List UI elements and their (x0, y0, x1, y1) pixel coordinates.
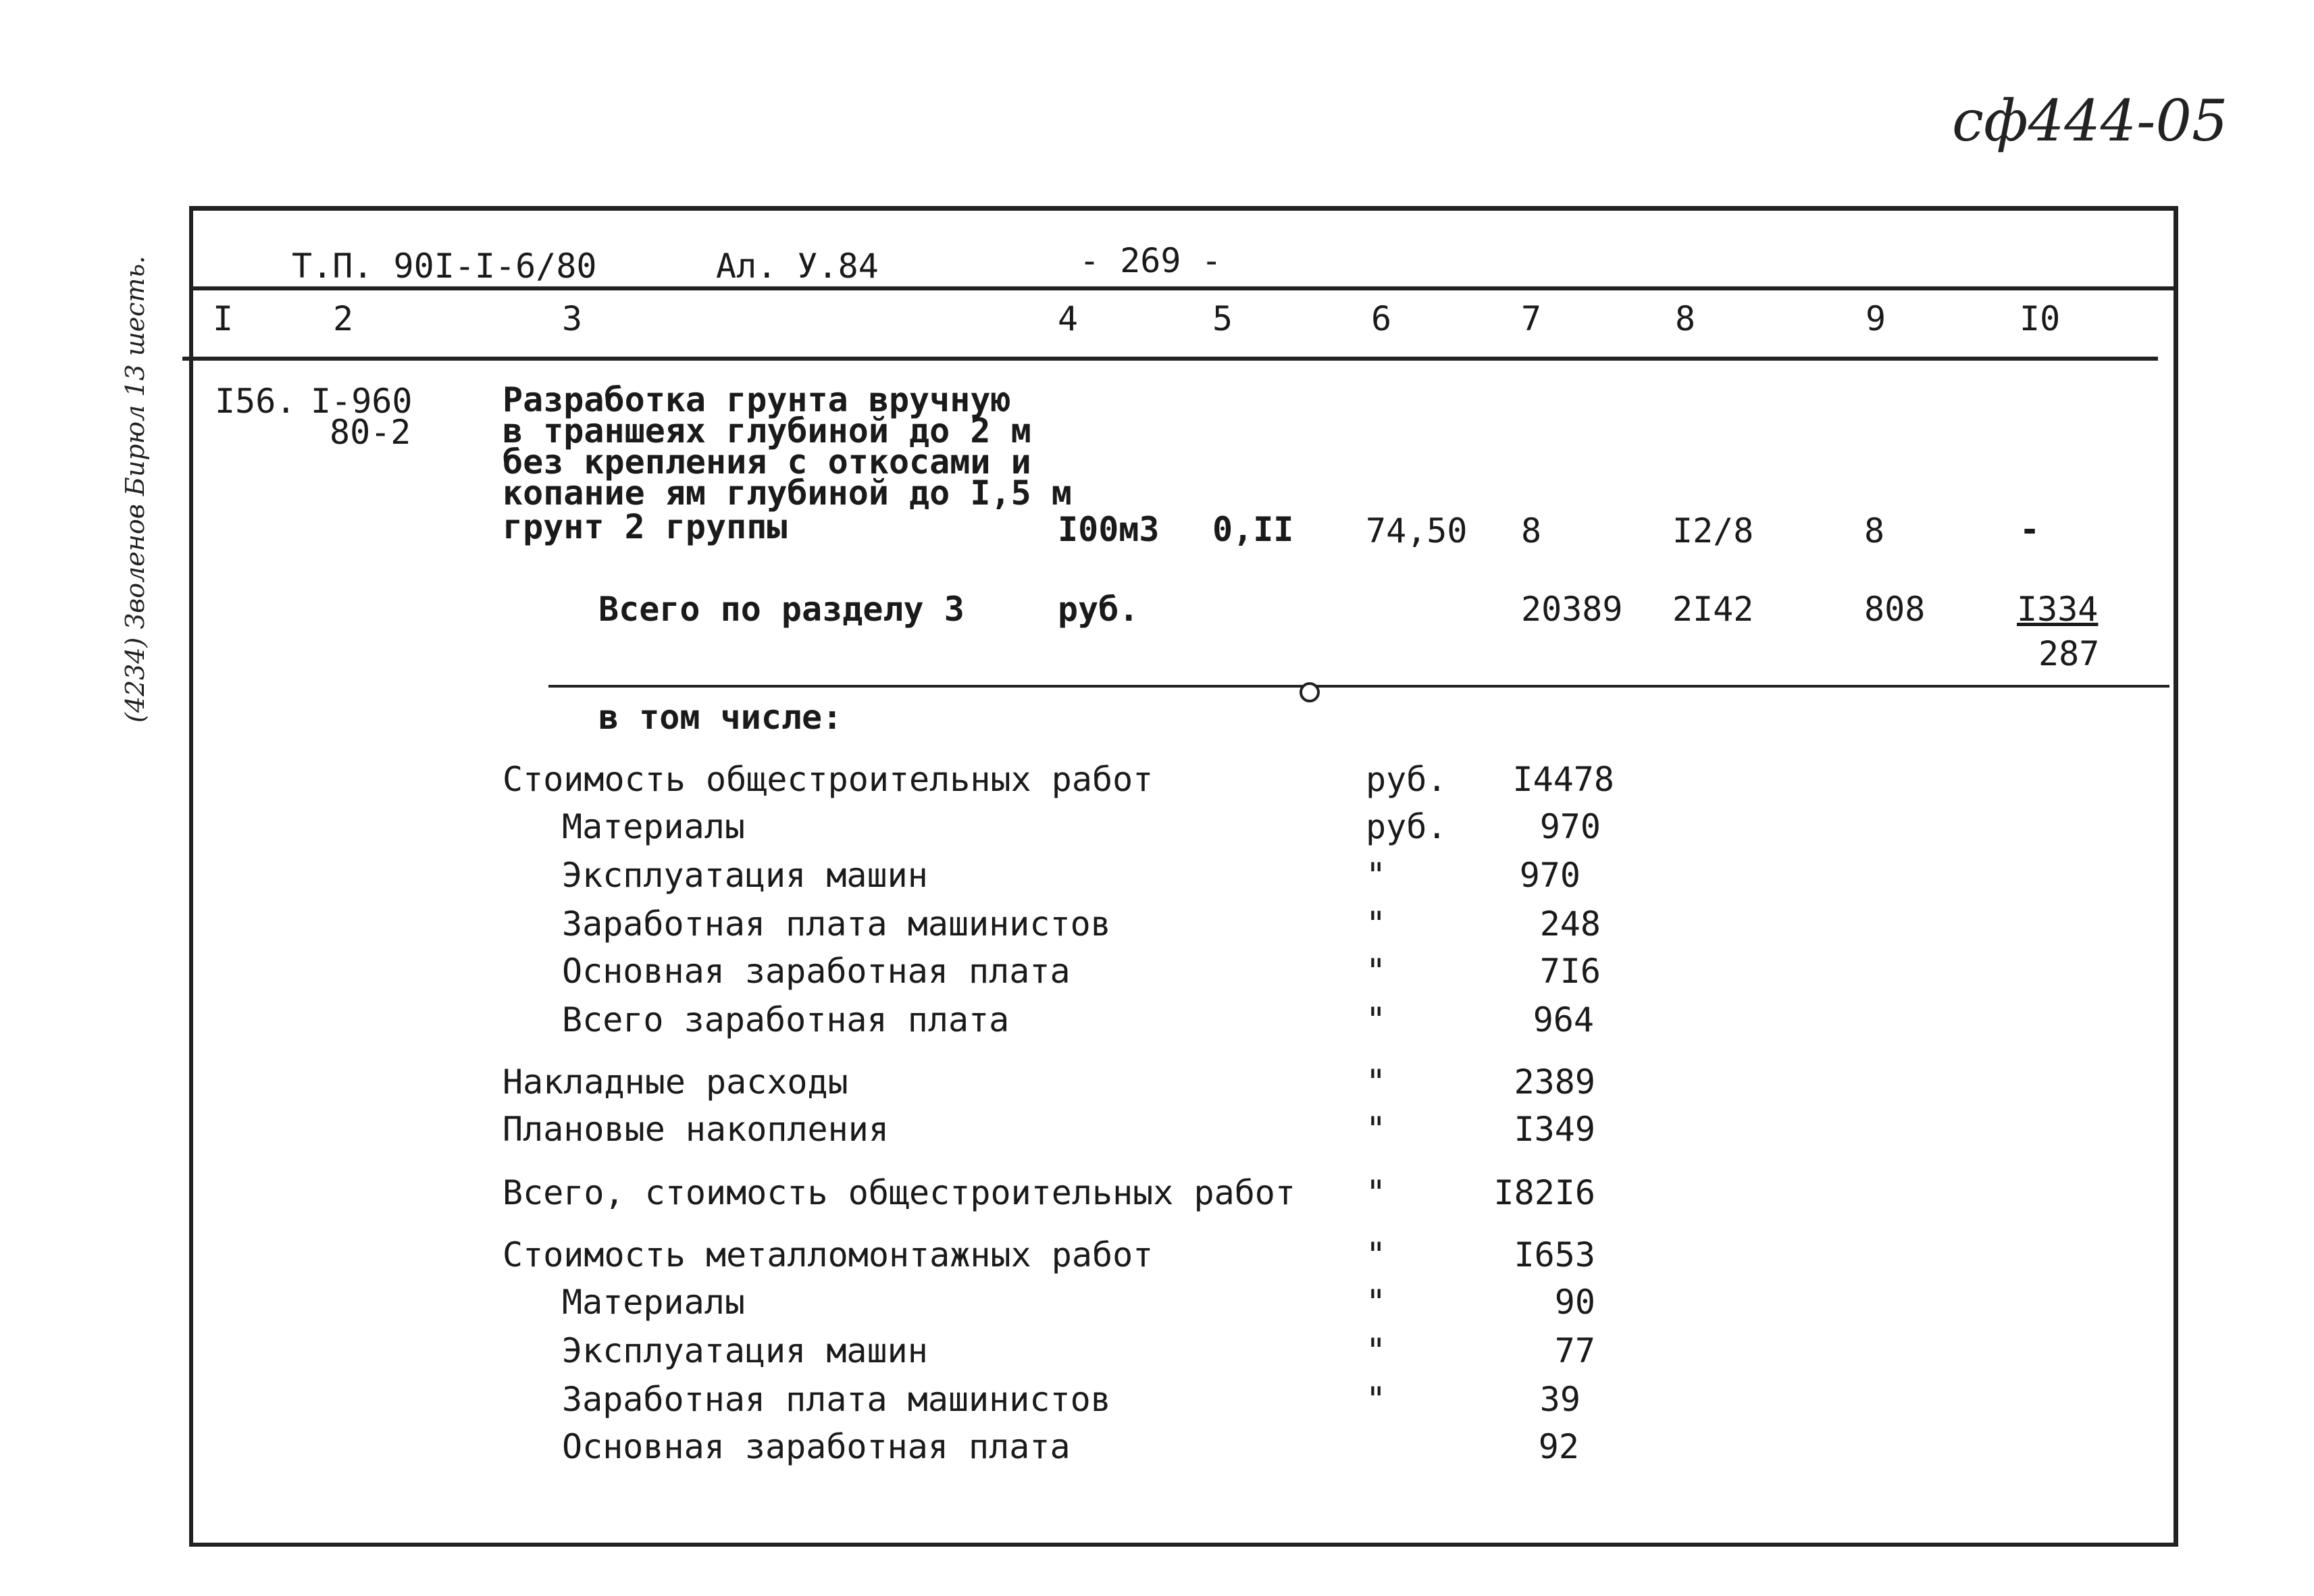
breakdown-value: I349 (1514, 1110, 1595, 1149)
section-total-col7: 20389 (1521, 590, 1623, 629)
breakdown-value: 90 (1554, 1283, 1595, 1322)
breakdown-unit: руб. (1366, 760, 1447, 799)
breakdown-label: Материалы (562, 807, 745, 846)
column-number-8: 8 (1675, 299, 1696, 338)
breakdown-unit: " (1366, 1173, 1387, 1212)
breakdown-value: I4478 (1512, 760, 1614, 799)
section-total-col9: 808 (1864, 590, 1926, 629)
item-description-line-1: Разработка грунта вручную (503, 380, 1011, 419)
breakdown-label: Заработная плата машинистов (562, 904, 1111, 944)
item-col6-value: 74,50 (1366, 511, 1468, 550)
item-description-line-4: копание ям глубиной до I,5 м (503, 473, 1072, 513)
item-col10-value: - (2020, 510, 2040, 549)
page-number: - 269 - (1079, 241, 1222, 280)
breakdown-value: 970 (1539, 807, 1601, 846)
column-number-4: 4 (1058, 299, 1079, 338)
breakdown-value: 92 (1538, 1427, 1579, 1466)
breakdown-label: Основная заработная плата (562, 952, 1071, 991)
breakdown-value: 39 (1539, 1380, 1580, 1419)
breakdown-unit: " (1366, 904, 1387, 944)
breakdown-unit: " (1366, 856, 1387, 895)
breakdown-unit: " (1366, 1062, 1387, 1102)
breakdown-unit: руб. (1366, 807, 1447, 846)
breakdown-label: Эксплуатация машин (562, 856, 928, 895)
breakdown-label: Материалы (562, 1283, 745, 1322)
breakdown-unit: " (1366, 1331, 1387, 1370)
column-number-6: 6 (1371, 299, 1392, 338)
item-description-line-5: грунт 2 группы (503, 507, 788, 546)
item-col9-value: 8 (1864, 511, 1885, 550)
breakdown-label: Накладные расходы (503, 1062, 848, 1102)
breakdown-unit: " (1366, 952, 1387, 991)
breakdown-value: 964 (1533, 1000, 1594, 1039)
column-number-divider-line (182, 357, 2158, 361)
divider-knot-mark (1300, 682, 1320, 702)
section-total-col10-top: I334 (2017, 590, 2099, 629)
item-code-line-2: 80-2 (330, 413, 411, 452)
item-number: I56. (215, 382, 297, 421)
breakdown-label: Эксплуатация машин (562, 1331, 928, 1370)
breakdown-unit: " (1366, 1110, 1387, 1149)
breakdown-value: 2389 (1514, 1062, 1595, 1102)
column-number-10: I0 (2020, 299, 2061, 338)
header-divider-line (189, 286, 2174, 290)
handwritten-document-code: сф444-05 (1952, 88, 2228, 154)
margin-stamp: (4234) Зволенов Бирюл 13 шесть. (120, 255, 150, 723)
table-frame (189, 206, 2178, 1547)
breakdown-value: 248 (1539, 904, 1601, 944)
column-number-3: 3 (562, 299, 583, 338)
breakdown-label: Стоимость общестроительных работ (503, 760, 1154, 799)
breakdown-unit: " (1366, 1380, 1387, 1419)
section-total-col8: 2I42 (1672, 590, 1754, 629)
column-number-9: 9 (1866, 299, 1886, 338)
breakdown-value: 77 (1554, 1331, 1595, 1370)
breakdown-value: 7I6 (1539, 952, 1601, 991)
section-total-label: Всего по разделу 3 (598, 590, 965, 629)
album-number: Ал. У.84 (716, 247, 879, 286)
breakdown-value: I82I6 (1493, 1173, 1595, 1212)
breakdown-unit: " (1366, 1000, 1387, 1039)
breakdown-label: Стоимость металломонтажных работ (503, 1235, 1154, 1275)
column-number-1: I (213, 299, 234, 338)
project-code: Т.П. 90I-I-6/80 (292, 247, 597, 286)
item-quantity: 0,II (1212, 510, 1294, 549)
item-description-line-3: без крепления с откосами и (503, 442, 1031, 482)
item-code-line-1: I-960 (311, 382, 413, 421)
item-description-line-2: в траншеях глубиной до 2 м (503, 411, 1031, 451)
item-unit: I00м3 (1058, 510, 1160, 549)
breakdown-unit: " (1366, 1235, 1387, 1275)
breakdown-value: 970 (1519, 856, 1580, 895)
breakdown-value: I653 (1514, 1235, 1595, 1275)
column-number-5: 5 (1212, 299, 1233, 338)
including-label: в том числе: (598, 698, 843, 737)
breakdown-unit: " (1366, 1283, 1387, 1322)
item-col7-value: 8 (1521, 511, 1542, 550)
section-total-col10-bottom: 287 (2038, 634, 2100, 673)
section-total-divider-line (548, 685, 2169, 688)
breakdown-label: Основная заработная плата (562, 1427, 1071, 1466)
column-number-2: 2 (333, 299, 354, 338)
breakdown-label: Плановые накопления (503, 1110, 889, 1149)
breakdown-label: Всего заработная плата (562, 1000, 1010, 1039)
breakdown-label: Заработная плата машинистов (562, 1380, 1111, 1419)
item-col8-value: I2/8 (1672, 511, 1754, 550)
section-total-unit: руб. (1058, 590, 1139, 629)
breakdown-label: Всего, стоимость общестроительных работ (503, 1173, 1295, 1212)
column-number-7: 7 (1521, 299, 1542, 338)
